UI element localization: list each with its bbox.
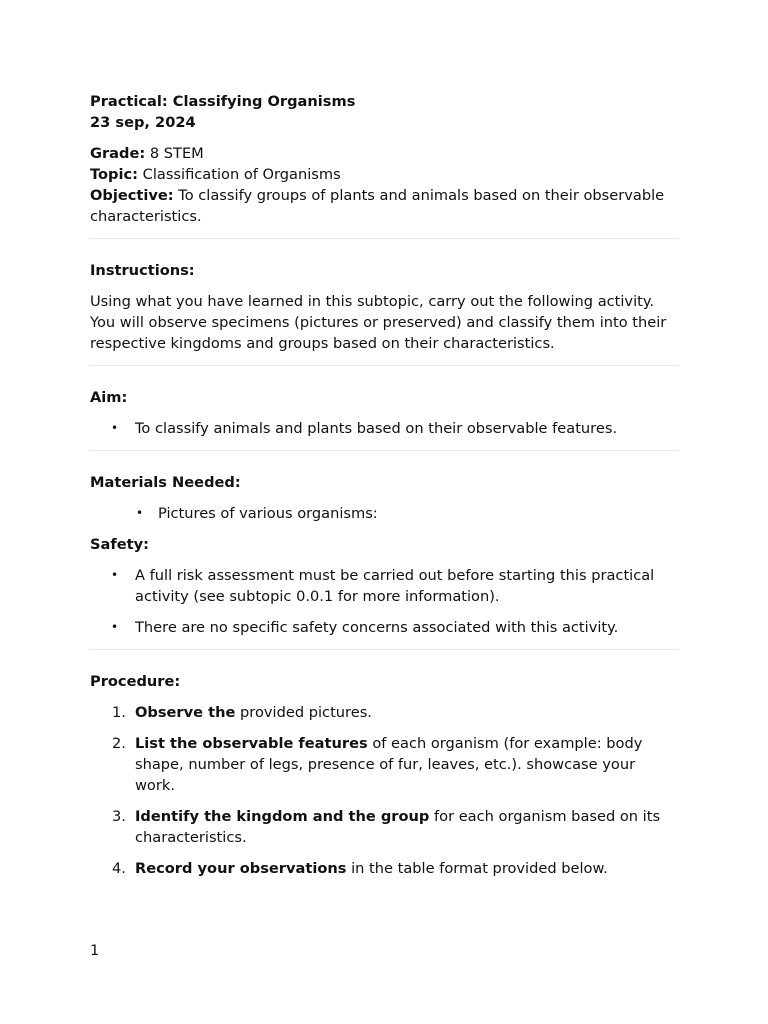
title-block bbox=[90, 91, 678, 133]
step-bold-text: List the observable features bbox=[135, 735, 368, 752]
step-number: 1. bbox=[112, 704, 126, 721]
safety-heading: Safety: bbox=[90, 536, 149, 553]
grade-label: Grade: bbox=[90, 145, 146, 162]
safety-item-text: A full risk assessment must be carried out before starting this practical activity (see subtopic 0.0.1 for more information). bbox=[135, 567, 655, 605]
step-number: 4. bbox=[112, 860, 126, 877]
objective-label: Objective: bbox=[90, 187, 174, 204]
procedure-list bbox=[90, 702, 678, 879]
step-text: provided pictures. bbox=[235, 704, 372, 721]
document-title: Practical: Classifying Organisms bbox=[90, 93, 356, 110]
divider bbox=[90, 450, 678, 451]
topic-value: Classification of Organisms bbox=[142, 166, 341, 183]
meta-block bbox=[90, 143, 678, 227]
page-number: 1 bbox=[90, 942, 100, 959]
document-date: 23 sep, 2024 bbox=[90, 114, 196, 131]
divider bbox=[90, 238, 678, 239]
step-bold-text: Observe the bbox=[135, 704, 236, 721]
safety-item-text: There are no specific safety concerns associated with this activity. bbox=[135, 619, 619, 636]
list-item bbox=[90, 503, 678, 524]
procedure-step bbox=[90, 858, 678, 879]
bullet-icon: • bbox=[111, 421, 119, 435]
instructions-heading: Instructions: bbox=[90, 262, 195, 279]
objective-line bbox=[90, 185, 678, 227]
safety-list bbox=[90, 565, 678, 638]
procedure-step bbox=[90, 806, 678, 848]
divider bbox=[90, 365, 678, 366]
step-number: 3. bbox=[112, 808, 126, 825]
step-bold-text: Record your observations bbox=[135, 860, 347, 877]
bullet-icon: • bbox=[111, 568, 119, 582]
procedure-step bbox=[90, 702, 678, 723]
step-bold-text: Identify the kingdom and the group bbox=[135, 808, 430, 825]
step-text: of each organism (for example: body shape, number of legs, presence of fur, leaves, etc.). showcase your work. bbox=[135, 735, 643, 794]
aim-item-text: To classify animals and plants based on their observable features. bbox=[135, 420, 618, 437]
aim-list bbox=[90, 418, 678, 439]
bullet-icon: • bbox=[111, 620, 119, 634]
step-number: 2. bbox=[112, 735, 126, 752]
materials-heading: Materials Needed: bbox=[90, 474, 241, 491]
aim-heading: Aim: bbox=[90, 389, 128, 406]
list-item bbox=[90, 418, 678, 439]
topic-label: Topic: bbox=[90, 166, 138, 183]
step-text: for each organism based on its characteristics. bbox=[135, 808, 661, 846]
divider bbox=[90, 649, 678, 650]
grade-line bbox=[90, 143, 678, 164]
topic-line bbox=[90, 164, 678, 185]
document-body bbox=[90, 91, 678, 879]
grade-value: 8 STEM bbox=[149, 145, 204, 162]
list-item bbox=[90, 617, 678, 638]
procedure-heading: Procedure: bbox=[90, 673, 181, 690]
instructions-text: Using what you have learned in this subtopic, carry out the following activity. You will observe specimens (pictures or preserved) and classify them into their respective kingdoms and groups based on their characteristics. bbox=[90, 293, 667, 352]
step-text: in the table format provided below. bbox=[346, 860, 608, 877]
materials-item-text: Pictures of various organisms: bbox=[158, 505, 378, 522]
materials-list bbox=[90, 503, 678, 524]
list-item bbox=[90, 565, 678, 607]
bullet-icon: • bbox=[136, 506, 144, 520]
objective-value: To classify groups of plants and animals based on their observable characteristics. bbox=[90, 187, 665, 225]
procedure-step bbox=[90, 733, 678, 796]
